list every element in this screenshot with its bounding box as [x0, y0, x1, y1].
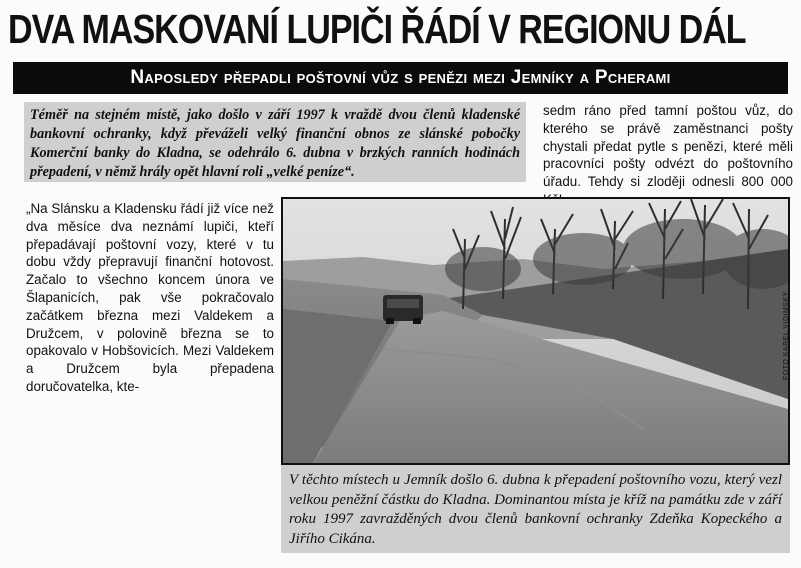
road-scene-photo — [283, 199, 788, 463]
article-body-right: sedm ráno před tamní poštou vůz, do kterého se právě zaměstnanci pošty chystali předat pytle s penězi, které měli pracovníci pošty odvézt do poštovního úřadu. Tehdy si zloději odnesli 800 000 — [543, 103, 793, 190]
article-subheadline: Naposledy přepadli poštovní vůz s penězi mezi Jemníky a Pcherami — [13, 62, 788, 94]
photo-credit: FOTO KAREL VIDIMSKÝ — [783, 291, 790, 380]
article-body-left: „Na Slánsku a Kladensku řádí již více než dva měsíce dva neznámí lupiči, kteří přepadávají poštovní vozy, které v tu dobu vždy přepravují finanční hotovost. Začalo to všechno koncem února ve Šlapanicích, pak vše pokračovalo začátkem března mezi Valdekem a Družcem, v polovině března se to opakovalo v Hobšovicích. Mezi Valdekem a Družcem byla přepadena doručovatelka, kte- — [26, 201, 274, 394]
article-headline: DVA MASKOVANÍ LUPIČI ŘÁDÍ V REGIONU DÁL — [8, 6, 746, 52]
photo-caption: V těchto místech u Jemník došlo 6. dubna k přepadení poštovního vozu, který vezl velkou peněžní částku do Kladna. Dominantou místa je kříž na památku zde v září roku 1997 zavražděných dvou členů bankovní ochranky Zdeňka Kopeckého a Jiřího Cikána. — [281, 465, 790, 553]
article-lead: Téměř na stejném místě, jako došlo v září 1997 k vraždě dvou členů kladenské bankovní ochranky, když převáželi velký finanční obnos ze slánské pobočky Komerční banky do Kladna, se odehrálo 6. dubna v brzkých ranních hodinách přepadení, v němž hrály opět hlavní roli „velké peníze“. — [24, 102, 526, 182]
article-photo — [281, 197, 790, 465]
